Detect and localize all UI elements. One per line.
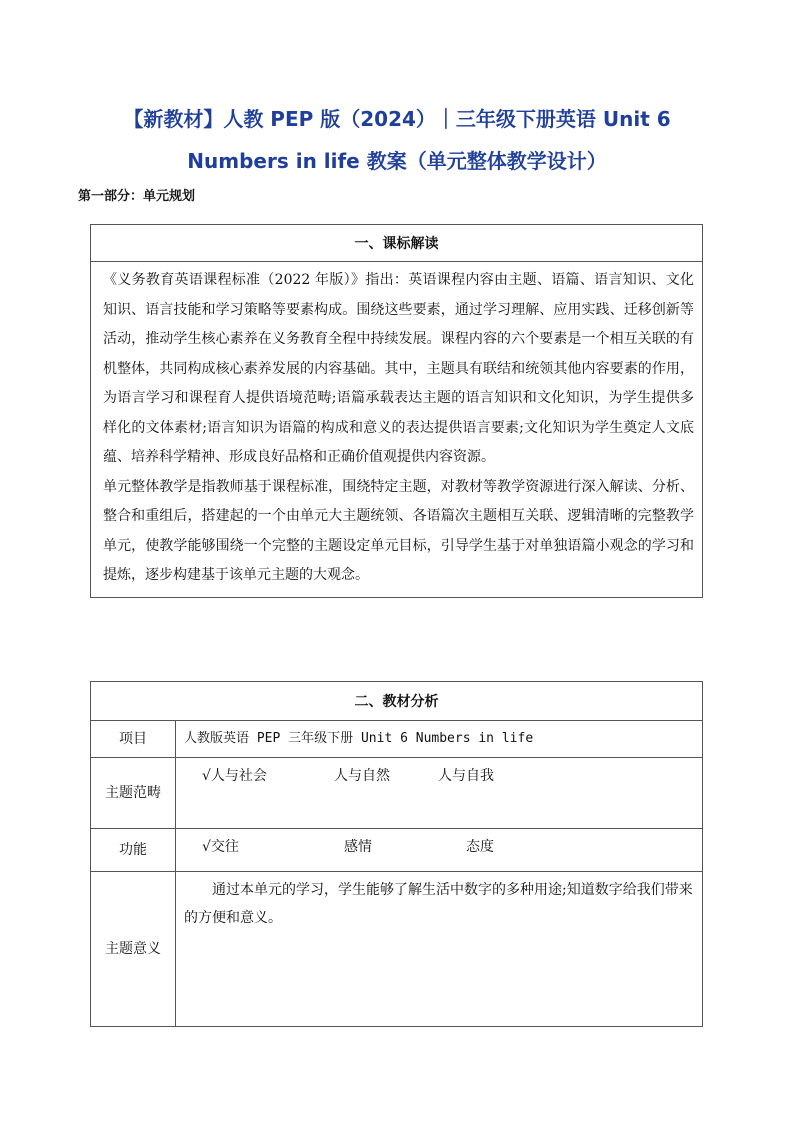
part-label: 第一部分：单元规划 <box>78 189 196 204</box>
row-label-scope <box>91 758 176 829</box>
row-value-function <box>176 829 703 872</box>
section1-paragraph-2: 单元整体教学是指教师基于课程标准，围绕特定主题，对教材等教学资源进行深入解读、分析、整合和重组后，搭建起的一个由单元大主题统领、各语篇次主题相互关联、逻辑清晰的完整教学单元，使教学能够围绕一个完整的主题设定单元目标，引导学生基于对单独语篇小观念的学习和提炼，逐步构建基于该单元主题的大观念。 <box>103 478 694 583</box>
scope-option-nature: 人与自然 <box>334 768 390 784</box>
meaning-text: 通过本单元的学习，学生能够了解生活中数字的多种用途;知道数字给我们带来的方便和意义。 <box>184 882 693 926</box>
table-row <box>91 758 703 829</box>
row-label-meaning: 主题意义 <box>91 872 176 1027</box>
function-option-communication: √交往 <box>202 839 239 855</box>
function-option-attitude: 态度 <box>466 839 494 855</box>
curriculum-standard-table <box>90 224 703 598</box>
section1-body <box>91 262 703 598</box>
row-value-item: 人教版英语 PEP 三年级下册 Unit 6 Numbers in life <box>176 721 703 758</box>
section1-heading: 一、课标解读 <box>91 225 703 262</box>
title-line-1: 【新教材】人教 PEP 版（2024）｜三年级下册英语 Unit 6 <box>123 107 671 131</box>
table-row <box>91 721 703 758</box>
scope-option-society: √人与社会 <box>202 768 267 784</box>
title-line-2: Numbers in life 教案（单元整体教学设计） <box>187 149 607 173</box>
table-row <box>91 829 703 872</box>
row-value-scope <box>176 758 703 829</box>
row-value-meaning <box>176 872 703 1027</box>
section2-heading: 二、教材分析 <box>91 682 703 721</box>
scope-label-text: 主题范畴 <box>105 785 161 801</box>
table-row <box>91 872 703 1027</box>
scope-option-self: 人与自我 <box>438 768 494 784</box>
textbook-analysis-table <box>90 681 703 1027</box>
function-option-emotion: 感情 <box>344 839 372 855</box>
document-title <box>60 98 734 182</box>
section1-paragraph-1: 《义务教育英语课程标准（2022 年版）》指出：英语课程内容由主题、语篇、语言知识、文化知识、语言技能和学习策略等要素构成。围绕这些要素，通过学习理解、应用实践、迁移创新等活动，推动学生核心素养在义务教育全程中持续发展。课程内容的六个要素是一个相互关联的有机整体，共同构成核心素养发展的内容基础。其中，主题具有联结和统领其他内容要素的作用，为语言学习和课程育人提供语境范畴;语篇承载表达主题的语言知识和文化知识，为学生提供多样化的文体素材;语言知识为语篇的构成和意义的表达提供语言要素;文化知识为学生奠定人文底蕴、培养科学精神、形成良好品格和正确价值观提供内容资源。 <box>103 272 694 465</box>
row-label-function: 功能 <box>91 829 176 872</box>
row-label-item: 项目 <box>91 721 176 758</box>
